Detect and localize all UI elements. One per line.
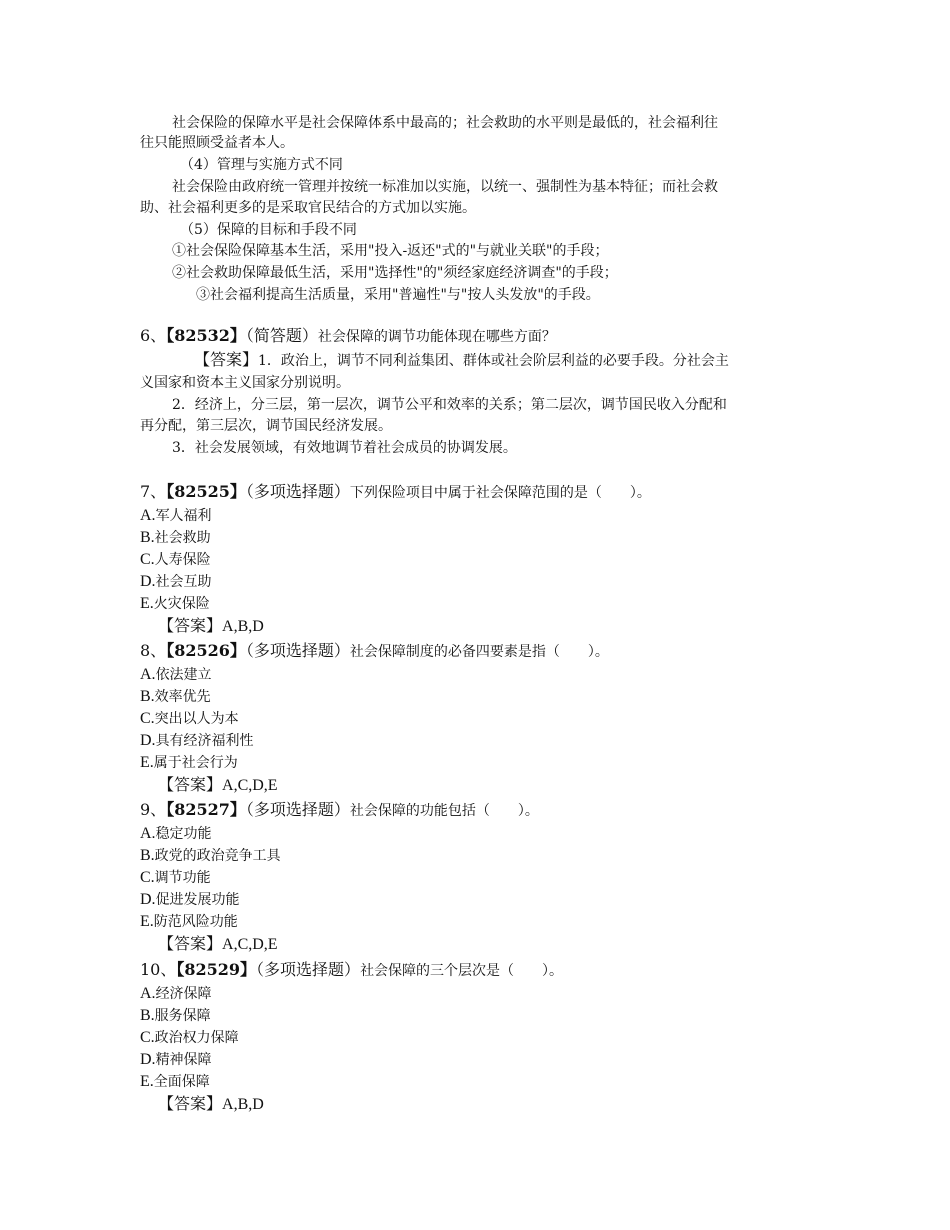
answer-line <box>158 1094 838 1115</box>
question-text: 社会保障的调节功能体现在哪些方面？ <box>317 329 556 345</box>
list-item: ①社会保险保障基本生活，采用"投入-返还"式的"与就业关联"的手段； <box>172 243 609 259</box>
question-number: 9、 <box>140 800 167 819</box>
list-item: ③社会福利提高生活质量，采用"普遍性"与"按人头发放"的手段。 <box>196 287 600 303</box>
option-letter: E. <box>140 1073 154 1090</box>
section-heading: （5）保障的目标和手段不同 <box>180 222 357 238</box>
option-text: 属于社会行为 <box>153 755 238 771</box>
option-letter: E. <box>140 754 154 771</box>
option-text: 服务保障 <box>154 1008 211 1024</box>
option-letter: A. <box>140 985 156 1002</box>
option-d <box>140 731 820 751</box>
option-c <box>140 709 820 729</box>
answer-line <box>158 934 838 955</box>
option-e <box>140 594 820 614</box>
question-9 <box>140 800 820 821</box>
option-b <box>140 687 820 707</box>
option-letter: C. <box>140 869 155 886</box>
option-a <box>140 506 820 526</box>
question-id: 【82527】 <box>166 800 246 819</box>
option-a <box>140 665 820 685</box>
option-letter: B. <box>140 1007 155 1024</box>
option-text: 促进发展功能 <box>155 892 240 908</box>
option-text: 政治权力保障 <box>154 1030 239 1046</box>
option-b <box>140 528 820 548</box>
option-a <box>140 984 820 1004</box>
option-text: 精神保障 <box>155 1052 212 1068</box>
option-letter: C. <box>140 1029 155 1046</box>
option-text: 防范风险功能 <box>153 914 238 930</box>
question-type: （多项选择题） <box>245 800 350 819</box>
question-type: （多项选择题） <box>245 641 350 660</box>
option-letter: D. <box>140 573 156 590</box>
option-b <box>140 846 820 866</box>
answer-line: 再分配，第三层次，调节国民经济发展。 <box>140 418 392 434</box>
answer-label: 【答案】 <box>158 1094 223 1113</box>
answer-value: A,C,D,E <box>222 936 278 953</box>
option-e <box>140 912 820 932</box>
option-c <box>140 1028 820 1048</box>
answer-label: 【答案】 <box>158 934 223 953</box>
question-number: 6、 <box>140 326 167 345</box>
option-letter: B. <box>140 529 155 546</box>
option-text: 社会救助 <box>154 530 211 546</box>
question-7 <box>140 482 820 503</box>
question-type: （多项选择题） <box>245 482 350 501</box>
answer-value: A,B,D <box>222 1096 264 1113</box>
question-type: （多项选择题） <box>256 960 361 979</box>
option-letter: A. <box>140 825 156 842</box>
question-id: 【82525】 <box>166 482 246 501</box>
option-text: 依法建立 <box>155 667 212 683</box>
answer-label: 【答案】 <box>158 775 223 794</box>
question-id: 【82529】 <box>176 960 257 979</box>
question-text: 社会保障制度的必备四要素是指（ ）。 <box>349 644 609 660</box>
option-e <box>140 753 820 773</box>
answer-line <box>158 775 838 796</box>
question-number: 10、 <box>140 960 177 979</box>
option-text: 突出以人为本 <box>154 711 239 727</box>
question-type: （简答题） <box>245 326 318 345</box>
answer-line: 3．社会发展领域，有效地调节着社会成员的协调发展。 <box>172 440 517 456</box>
option-text: 效率优先 <box>154 689 211 705</box>
option-text: 人寿保险 <box>154 552 211 568</box>
option-text: 政党的政治竞争工具 <box>154 848 281 864</box>
option-c <box>140 868 820 888</box>
option-text: 全面保障 <box>153 1074 210 1090</box>
option-letter: D. <box>140 1051 156 1068</box>
option-text: 调节功能 <box>154 870 211 886</box>
option-letter: E. <box>140 913 154 930</box>
option-letter: C. <box>140 551 155 568</box>
option-a <box>140 824 820 844</box>
option-letter: E. <box>140 595 154 612</box>
option-letter: B. <box>140 847 155 864</box>
option-text: 火灾保险 <box>153 596 210 612</box>
paragraph-line: 往只能照顾受益者本人。 <box>140 135 294 151</box>
question-id: 【82526】 <box>166 641 246 660</box>
answer-line <box>194 350 820 371</box>
option-letter: C. <box>140 710 155 727</box>
answer-line <box>158 616 838 637</box>
option-letter: A. <box>140 666 156 683</box>
question-number: 8、 <box>140 641 167 660</box>
option-b <box>140 1006 820 1026</box>
answer-text: 1．政治上，调节不同利益集团、群体或社会阶层利益的必要手段。分社会主 <box>258 353 729 369</box>
option-d <box>140 890 820 910</box>
paragraph-line: 社会保险的保障水平是社会保障体系中最高的；社会救助的水平则是最低的，社会福利往 <box>172 115 718 131</box>
paragraph-line: 社会保险由政府统一管理并按统一标准加以实施，以统一、强制性为基本特征；而社会救 <box>172 179 718 195</box>
answer-label: 【答案】 <box>158 616 223 635</box>
question-text: 社会保障的功能包括（ ）。 <box>349 803 539 819</box>
option-text: 社会互助 <box>155 574 212 590</box>
section-heading: （4）管理与实施方式不同 <box>180 157 343 173</box>
option-text: 军人福利 <box>155 508 212 524</box>
option-d <box>140 572 820 592</box>
option-d <box>140 1050 820 1070</box>
answer-line: 义国家和资本主义国家分别说明。 <box>140 375 350 391</box>
question-8 <box>140 641 820 662</box>
option-e <box>140 1072 820 1092</box>
option-text: 具有经济福利性 <box>155 733 254 749</box>
option-letter: B. <box>140 688 155 705</box>
answer-line: 2．经济上，分三层，第一层次，调节公平和效率的关系；第二层次，调节国民收入分配和 <box>172 397 727 413</box>
question-text: 社会保障的三个层次是（ ）。 <box>360 963 564 979</box>
question-text: 下列保险项目中属于社会保障范围的是（ ）。 <box>349 485 651 501</box>
question-6 <box>140 326 820 347</box>
option-letter: D. <box>140 891 156 908</box>
option-letter: D. <box>140 732 156 749</box>
answer-value: A,B,D <box>222 618 264 635</box>
option-letter: A. <box>140 507 156 524</box>
question-id: 【82532】 <box>166 326 246 345</box>
option-text: 稳定功能 <box>155 826 212 842</box>
answer-value: A,C,D,E <box>222 777 278 794</box>
question-10 <box>140 960 820 981</box>
paragraph-line: 助、社会福利更多的是采取官民结合的方式加以实施。 <box>140 200 476 216</box>
option-c <box>140 550 820 570</box>
option-text: 经济保障 <box>155 986 212 1002</box>
list-item: ②社会救助保障最低生活，采用"选择性"的"须经家庭经济调查"的手段； <box>172 265 618 281</box>
question-number: 7、 <box>140 482 167 501</box>
answer-label: 【答案】 <box>194 350 259 369</box>
